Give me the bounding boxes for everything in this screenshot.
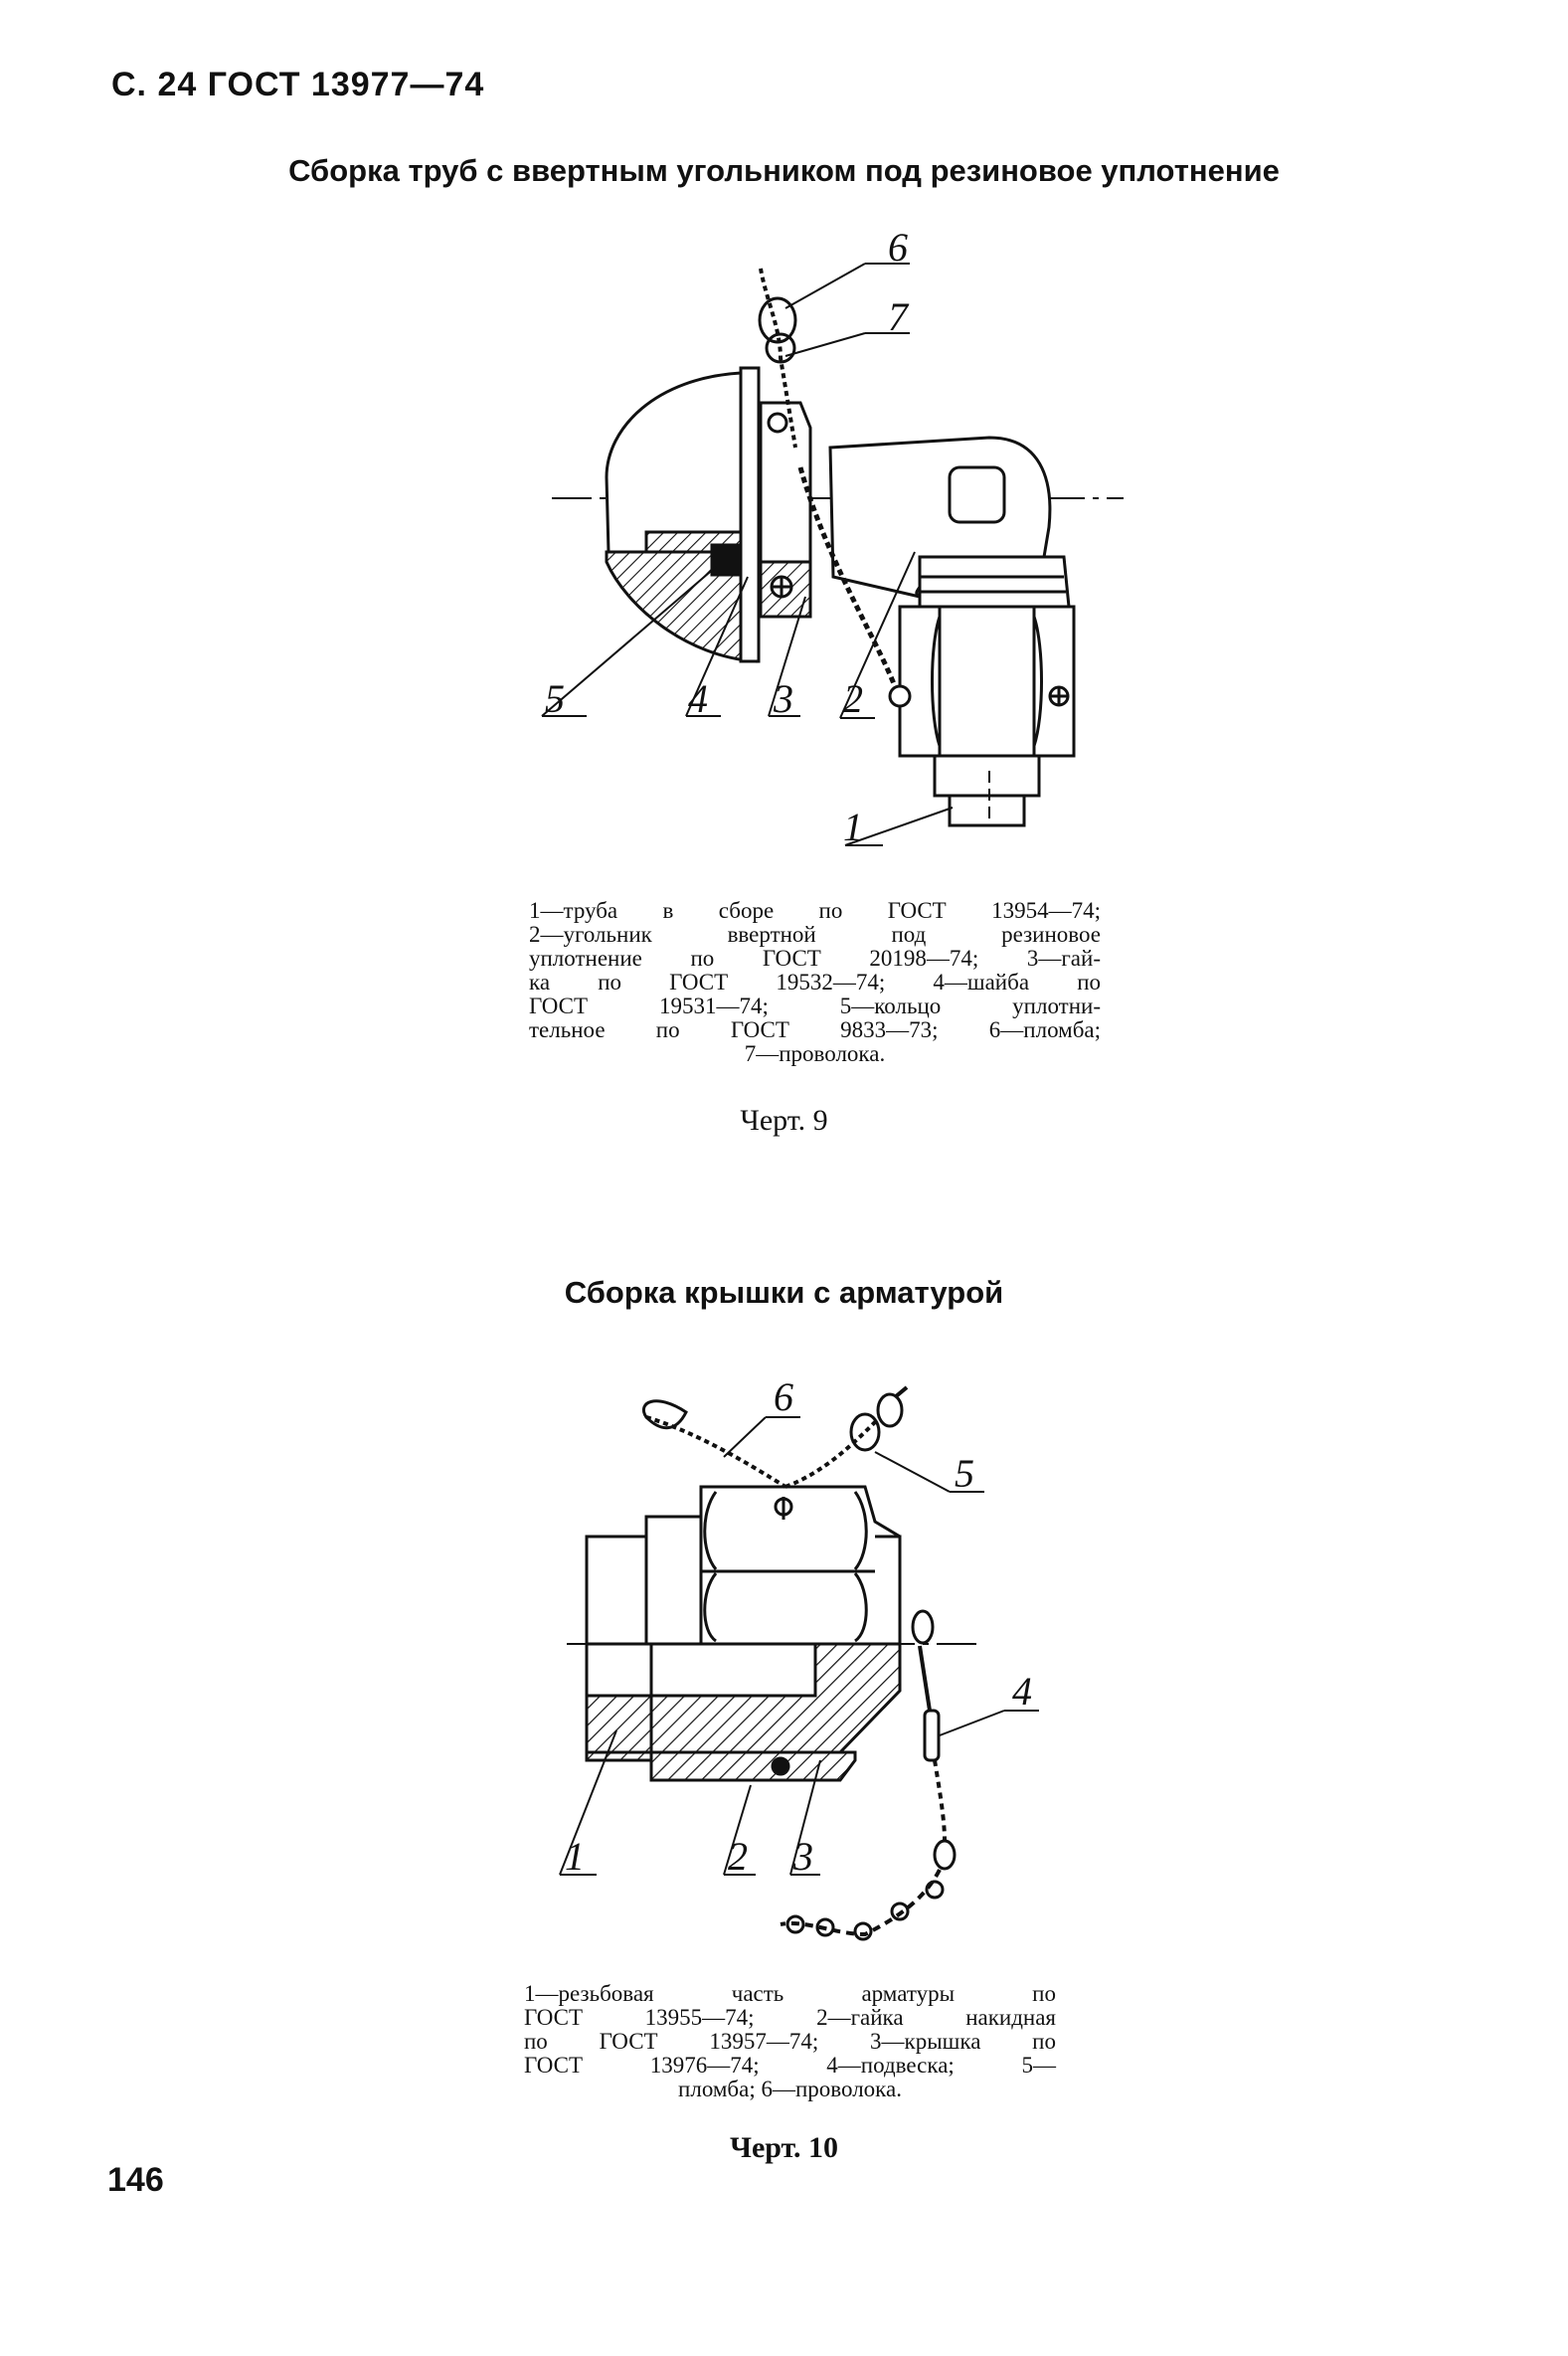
legend-line: ка по ГОСТ 19532—74; 4—шайба по: [529, 970, 1101, 995]
figure-9-legend: [529, 899, 1101, 1066]
callout-10-2: 2: [728, 1834, 748, 1879]
figure-9-drawing: [0, 229, 1568, 865]
figure-10-title: Сборка крышки с арматурой: [564, 1275, 1004, 1310]
callout-10-3: 3: [793, 1834, 813, 1879]
figure-9-caption: Черт. 9: [740, 1104, 828, 1137]
legend-line: 1—труба в сборе по ГОСТ 13954—74;: [529, 898, 1101, 923]
callout-9-4: 4: [688, 676, 708, 721]
callout-9-1: 1: [843, 805, 863, 849]
legend-line: пломба; 6—проволока.: [678, 2077, 902, 2101]
figure-10-drawing: [0, 1362, 1568, 1949]
legend-line: 2—угольник ввертной под резиновое: [529, 922, 1101, 947]
legend-line: по ГОСТ 13957—74; 3—крышка по: [524, 2029, 1056, 2054]
page-number: 146: [107, 2161, 164, 2199]
legend-line: тельное по ГОСТ 9833—73; 6—пломба;: [529, 1017, 1101, 1042]
callout-9-7: 7: [888, 294, 908, 339]
page-header: С. 24 ГОСТ 13977—74: [111, 66, 485, 103]
callout-9-2: 2: [843, 676, 863, 721]
figure-9-title: Сборка труб с ввертным угольником под резиновое уплотнение: [288, 153, 1280, 188]
callout-9-3: 3: [774, 676, 793, 721]
callout-10-4: 4: [1012, 1669, 1032, 1714]
callout-10-5: 5: [955, 1451, 974, 1496]
callout-9-6: 6: [888, 229, 908, 270]
legend-line: ГОСТ 19531—74; 5—кольцо уплотни-: [529, 994, 1101, 1018]
legend-line: 1—резьбовая часть арматуры по: [524, 1981, 1056, 2006]
callout-10-1: 1: [565, 1834, 585, 1879]
callout-9-5: 5: [545, 676, 565, 721]
legend-line: ГОСТ 13976—74; 4—подвеска; 5—: [524, 2053, 1056, 2078]
figure-10-caption: Черт. 10: [729, 2131, 839, 2164]
legend-line: 7—проволока.: [744, 1041, 886, 1066]
legend-line: ГОСТ 13955—74; 2—гайка накидная: [524, 2005, 1056, 2030]
figure-10-legend: [524, 1982, 1056, 2101]
legend-line: уплотнение по ГОСТ 20198—74; 3—гай-: [529, 946, 1101, 971]
callout-10-6: 6: [774, 1374, 793, 1419]
